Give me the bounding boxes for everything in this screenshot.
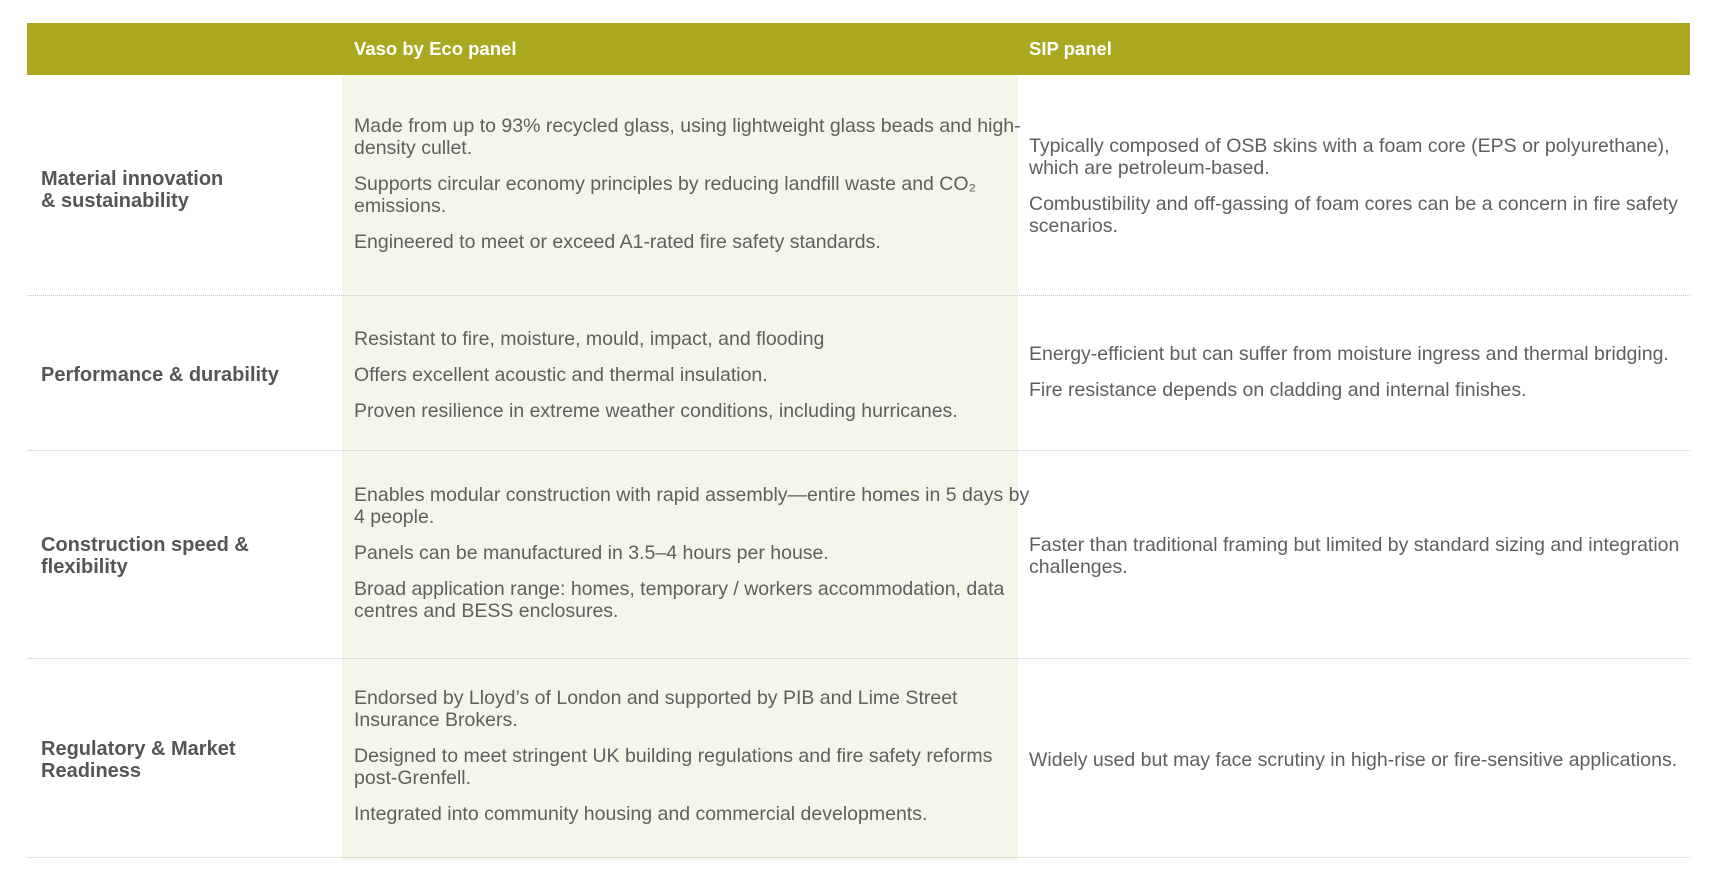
sip-cell: [1029, 135, 1689, 237]
eco-point: Offers excellent acoustic and thermal insulation.: [354, 364, 768, 386]
header-sip-panel: SIP panel: [1029, 38, 1112, 59]
eco-cell: [354, 328, 1034, 422]
eco-cell: [354, 687, 1034, 825]
eco-point: Integrated into community housing and commercial developments.: [354, 803, 928, 825]
sip-cell: [1029, 749, 1689, 771]
eco-point: Enables modular construction with rapid assembly—entire homes in 5 days by 4 people.: [354, 484, 1030, 528]
table-header: [27, 23, 1690, 75]
sip-point: Typically composed of OSB skins with a foam core (EPS or polyurethane), which are petroleum-based.: [1029, 135, 1670, 179]
header-vaso-eco-panel: Vaso by Eco panel: [354, 38, 517, 59]
eco-point: Engineered to meet or exceed A1-rated fire safety standards.: [354, 231, 881, 253]
row-divider: [27, 658, 1690, 659]
sip-cell: [1029, 534, 1689, 578]
row-divider: [27, 857, 1690, 858]
row-label: Performance & durability: [41, 364, 279, 386]
row-label: Regulatory & Market Readiness: [41, 738, 236, 782]
eco-cell: [354, 484, 1034, 622]
row-label: Construction speed & flexibility: [41, 534, 249, 578]
eco-point: Broad application range: homes, temporary / workers accommodation, data centres and BESS enclosures.: [354, 578, 1005, 622]
eco-point: Proven resilience in extreme weather conditions, including hurricanes.: [354, 400, 958, 422]
eco-point: Designed to meet stringent UK building regulations and fire safety reforms post-Grenfell.: [354, 745, 993, 789]
row-divider: [27, 450, 1690, 451]
sip-cell: [1029, 343, 1689, 401]
row-label: Material innovation & sustainability: [41, 168, 224, 212]
sip-point: Faster than traditional framing but limited by standard sizing and integration challenges.: [1029, 534, 1680, 578]
sip-point: Fire resistance depends on cladding and internal finishes.: [1029, 379, 1527, 401]
eco-point: Panels can be manufactured in 3.5–4 hours per house.: [354, 542, 829, 564]
row-divider: [27, 295, 1690, 296]
eco-point: Endorsed by Lloyd’s of London and supported by PIB and Lime Street Insurance Brokers.: [354, 687, 958, 731]
sip-point: Widely used but may face scrutiny in high-rise or fire-sensitive applications.: [1029, 749, 1678, 771]
eco-point: Resistant to fire, moisture, mould, impact, and flooding: [354, 328, 825, 350]
sip-point: Energy-efficient but can suffer from moisture ingress and thermal bridging.: [1029, 343, 1669, 365]
eco-point: Supports circular economy principles by reducing landfill waste and CO₂ emissions.: [354, 173, 977, 217]
sip-point: Combustibility and off-gassing of foam cores can be a concern in fire safety scenarios.: [1029, 193, 1678, 237]
eco-cell: [354, 115, 1034, 253]
eco-point: Made from up to 93% recycled glass, using lightweight glass beads and high-density cullet.: [354, 115, 1021, 159]
